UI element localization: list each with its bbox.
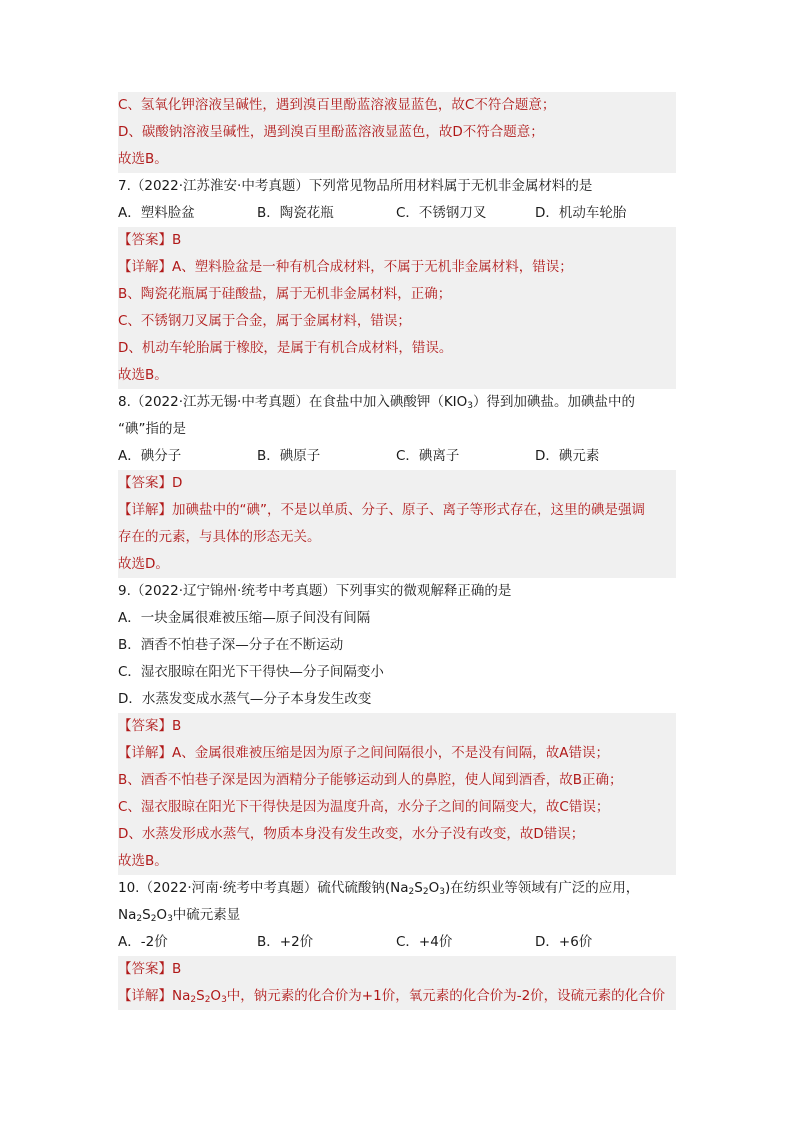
prev-detail-line-c: C、氢氧化钾溶液呈碱性，遇到溴百里酚蓝溶液显蓝色，故C不符合题意； (118, 92, 676, 119)
stem-text: 8.（2022·江苏无锡·中考真题）在食盐中加入碘酸钾（KIO (118, 394, 468, 410)
q10-option-d: D．+6价 (535, 934, 593, 950)
q8-option-a: A．碘分子 (118, 448, 182, 464)
question-7-stem: 7.（2022·江苏淮安·中考真题）下列常见物品所用材料属于无机非金属材料的是 (118, 178, 593, 194)
subscript: 2 (136, 914, 143, 924)
q10-option-c: C．+4价 (396, 934, 453, 950)
detail-text: 中，钠元素的化合价为+1价，氧元素的化合价为-2价，设硫元素的化合价 (226, 988, 666, 1004)
q9-answer (118, 713, 676, 740)
stem-text: O (428, 880, 440, 896)
q7-answer (118, 227, 676, 254)
q8-option-d: D．碘元素 (535, 448, 600, 464)
q7-option-b: B．陶瓷花瓶 (257, 205, 334, 221)
question-7-options (118, 200, 676, 227)
q10-option-a: A．-2价 (118, 934, 168, 950)
q7-detail-line-b: B、陶瓷花瓶属于硅酸盐，属于无机非金属材料，正确； (118, 281, 676, 308)
q10-detail-line1 (118, 983, 676, 1010)
formula-text: Na (172, 988, 191, 1004)
detail-tag: 【详解】 (118, 502, 172, 518)
detail-tag: 【详解】 (118, 259, 172, 275)
q7-option-c: C．不锈钢刀叉 (396, 205, 487, 221)
answer-tag: 【答案】 (118, 718, 172, 734)
q8-detail-line1 (118, 497, 676, 524)
stem-text: )在纺织业等领域有广泛的应用， (444, 880, 640, 896)
subscript: 2 (190, 995, 197, 1005)
question-8-stem-line2: “碘”指的是 (118, 421, 186, 437)
answer-tag: 【答案】 (118, 232, 172, 248)
answer-tag: 【答案】 (118, 961, 172, 977)
formula-text: O (156, 907, 168, 923)
q8-option-b: B．碘原子 (257, 448, 321, 464)
answer-value: D (172, 475, 183, 491)
q7-option-d: D．机动车轮胎 (535, 205, 627, 221)
q7-detail-line-c: C、不锈钢刀叉属于合金，属于金属材料，错误； (118, 308, 676, 335)
subscript: 2 (422, 887, 429, 897)
q9-option-b: B．酒香不怕巷子深—分子在不断运动 (118, 637, 344, 653)
detail-tag: 【详解】 (118, 988, 172, 1004)
detail-text: A、金属很难被压缩是因为原子之间间隔很小，不是没有间隔，故A错误； (172, 745, 609, 761)
formula-text: S (142, 907, 151, 923)
q9-detail-line-b: B、酒香不怕巷子深是因为酒精分子能够运动到人的鼻腔，使人闻到酒香，故B正确； (118, 767, 676, 794)
question-10-stem-line2 (118, 902, 676, 929)
q7-detail-line-d: D、机动车轮胎属于橡胶，是属于有机合成材料，错误。 (118, 335, 676, 362)
formula-text: Na (118, 907, 137, 923)
formula-text: O (210, 988, 222, 1004)
q10-answer (118, 956, 676, 983)
question-9-stem: 9.（2022·辽宁锦州·统考中考真题）下列事实的微观解释正确的是 (118, 583, 512, 599)
prev-conclusion: 故选B。 (118, 146, 676, 173)
question-8-options (118, 443, 676, 470)
formula-text: S (196, 988, 205, 1004)
answer-tag: 【答案】 (118, 475, 172, 491)
q7-detail-line-a (118, 254, 676, 281)
detail-text: A、塑料脸盆是一种有机合成材料，不属于无机非金属材料，错误； (172, 259, 573, 275)
q9-option-a: A．一块金属很难被压缩—原子间没有间隔 (118, 610, 371, 626)
q7-conclusion: 故选B。 (118, 362, 676, 389)
q9-option-d: D．水蒸发变成水蒸气—分子本身发生改变 (118, 691, 372, 707)
subscript: 2 (150, 914, 157, 924)
subscript: 3 (221, 995, 227, 1005)
q10-option-b: B．+2价 (257, 934, 314, 950)
stem-text: S (414, 880, 423, 896)
subscript: 2 (408, 887, 415, 897)
subscript: 3 (167, 914, 173, 924)
stem-text: 10.（2022·河南·统考中考真题）硫代硫酸钠(Na (118, 880, 409, 896)
content-column (118, 92, 676, 1010)
q9-option-c: C．湿衣服晾在阳光下干得快—分子间隔变小 (118, 664, 384, 680)
q8-option-c: C．碘离子 (396, 448, 460, 464)
subscript: 2 (204, 995, 211, 1005)
q8-detail-line2: 存在的元素，与具体的形态无关。 (118, 524, 676, 551)
q9-detail-line-d: D、水蒸发形成水蒸气，物质本身没有发生改变，水分子没有改变，故D错误； (118, 821, 676, 848)
q7-option-a: A．塑料脸盆 (118, 205, 195, 221)
question-10-options (118, 929, 676, 956)
subscript: 3 (467, 401, 474, 411)
question-10-stem (118, 875, 676, 902)
q9-detail-line-a (118, 740, 676, 767)
q9-detail-line-c: C、湿衣服晾在阳光下干得快是因为温度升高，水分子之间的间隔变大，故C错误； (118, 794, 676, 821)
question-8-stem (118, 389, 676, 416)
subscript: 3 (439, 887, 445, 897)
q9-conclusion: 故选B。 (118, 848, 676, 875)
stem-text: ）得到加碘盐。加碘盐中的 (473, 394, 636, 410)
answer-value: B (172, 718, 182, 734)
q8-conclusion: 故选D。 (118, 551, 676, 578)
detail-tag: 【详解】 (118, 745, 172, 761)
q8-answer (118, 470, 676, 497)
detail-text: 加碘盐中的“碘”，不是以单质、分子、原子、离子等形式存在，这里的碘是强调 (172, 502, 645, 518)
prev-detail-line-d: D、碳酸钠溶液呈碱性，遇到溴百里酚蓝溶液显蓝色，故D不符合题意； (118, 119, 676, 146)
answer-value: B (172, 961, 182, 977)
stem-text: 中硫元素显 (172, 907, 241, 923)
answer-value: B (172, 232, 182, 248)
